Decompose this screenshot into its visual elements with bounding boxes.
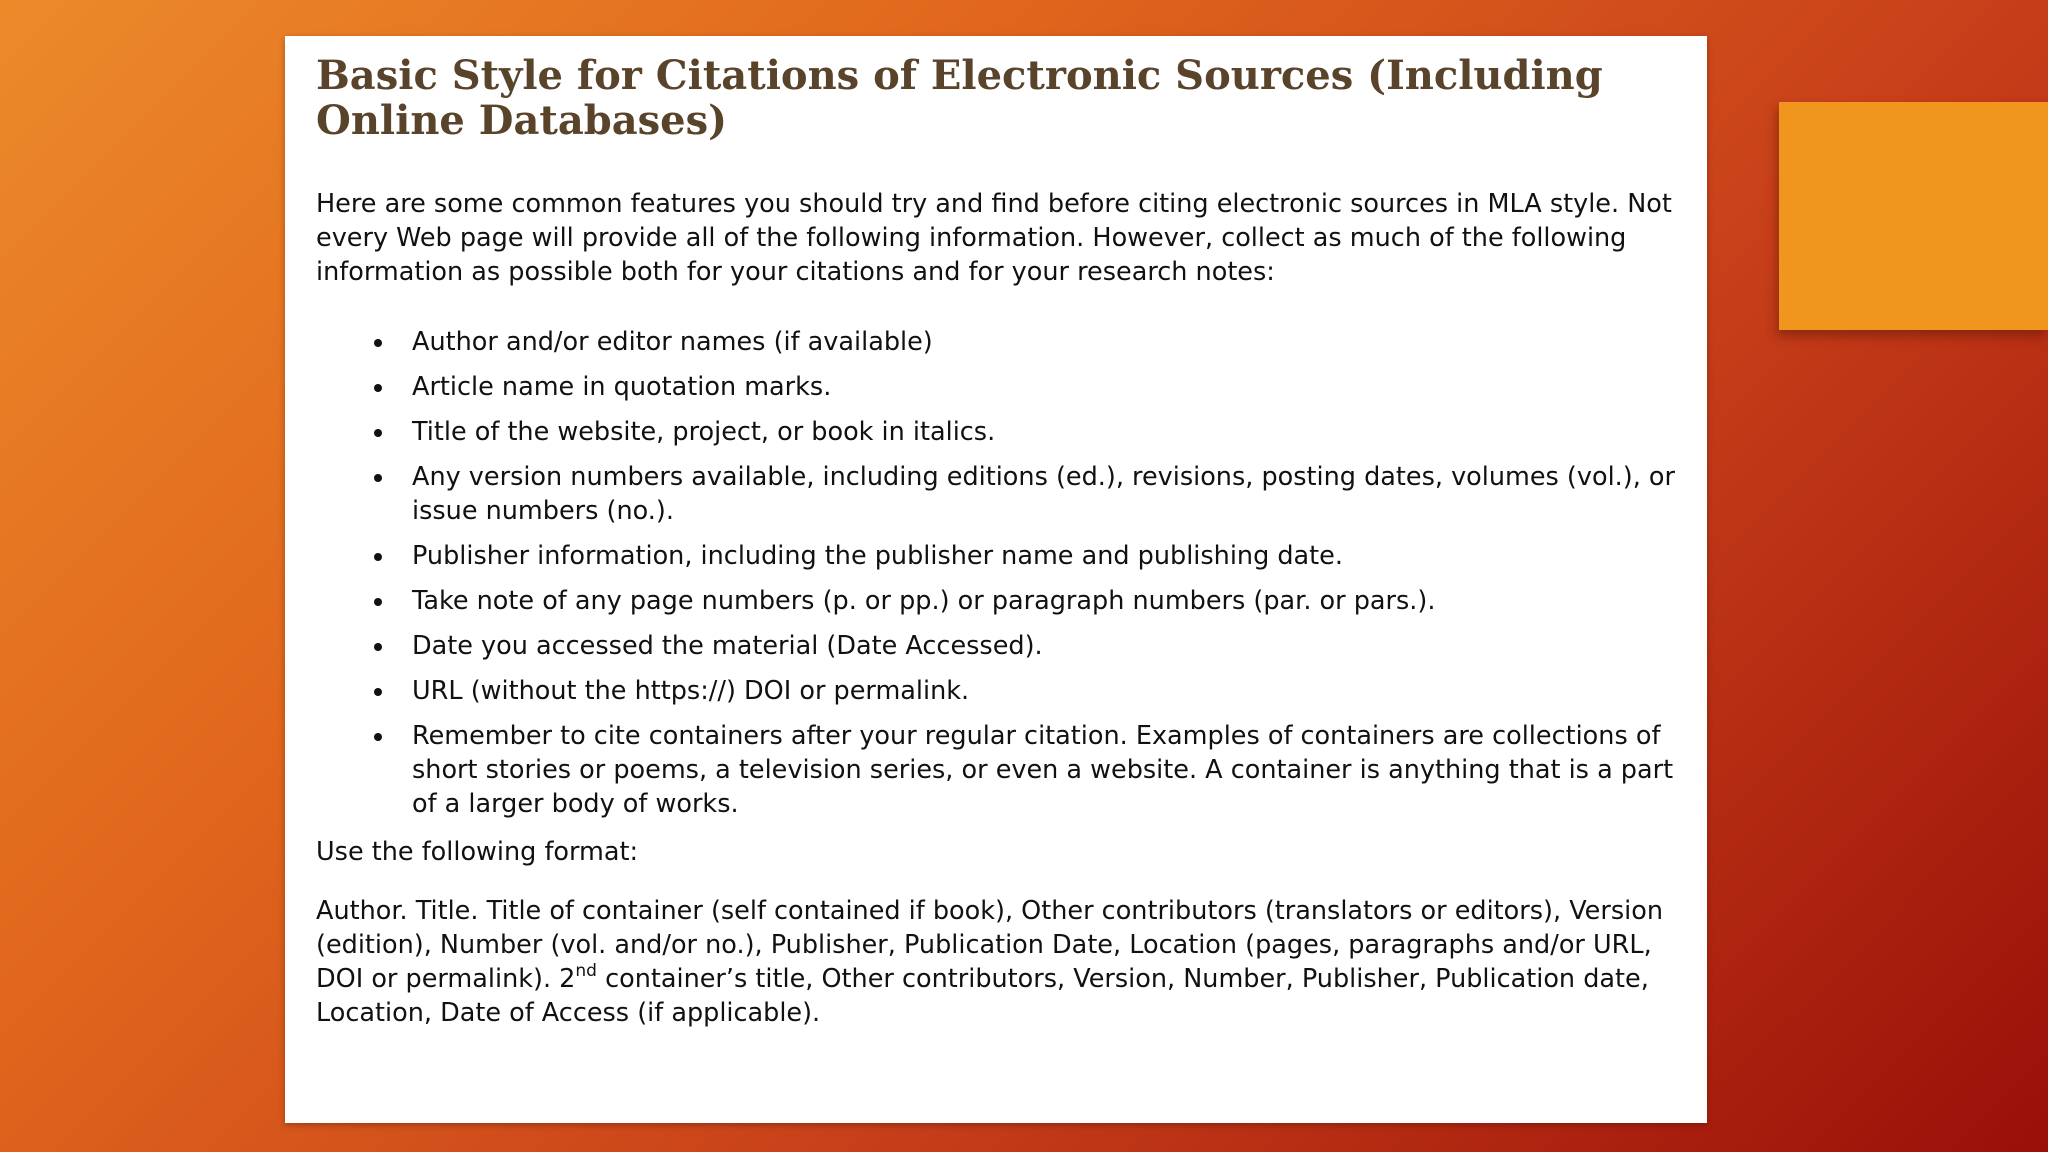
feature-list	[316, 325, 1691, 821]
list-item	[316, 460, 1691, 528]
list-item-text: Any version numbers available, including editions (ed.), revisions, posting dates, volumes (vol.), or issue numbers (no.).	[412, 462, 1676, 526]
intro-paragraph: Here are some common features you should try and find before citing electronic sources in MLA style. Not every Web page will provide all of the following information. However, collect as much of the following information as possible both for your citations and for your research notes:	[316, 189, 1672, 287]
list-item-text: Date you accessed the material (Date Accessed).	[412, 631, 1043, 661]
list-item-text: Take note of any page numbers (p. or pp.) or paragraph numbers (par. or pars.).	[412, 586, 1436, 616]
bullet-icon	[374, 384, 382, 392]
list-item	[316, 325, 1691, 359]
format-superscript: nd	[575, 961, 597, 981]
list-item	[316, 674, 1691, 708]
list-item	[316, 415, 1691, 449]
document-card	[285, 36, 1707, 1123]
list-item	[316, 539, 1691, 573]
bullet-icon	[374, 688, 382, 696]
format-text-part1: Author. Title. Title of container (self contained if book), Other contributors (translators or editors), Version (edition), Number (vol. and/or no.), Publisher, Publication Date, Location (pages, paragraphs and/or URL, DOI or permalink). 2	[316, 896, 1663, 994]
list-item	[316, 584, 1691, 618]
list-item	[316, 629, 1691, 663]
bullet-icon	[374, 429, 382, 437]
list-item	[316, 370, 1691, 404]
bullet-icon	[374, 474, 382, 482]
bullet-icon	[374, 598, 382, 606]
bullet-icon	[374, 553, 382, 561]
list-item-text: Remember to cite containers after your regular citation. Examples of containers are collections of short stories or poems, a television series, or even a website. A container is anything that is a part of a larger body of works.	[412, 721, 1674, 819]
accent-box	[1779, 102, 2048, 330]
list-item-text: Title of the website, project, or book in italics.	[412, 417, 996, 447]
bullet-icon	[374, 643, 382, 651]
list-item	[316, 719, 1691, 821]
format-text-part2: container’s title, Other contributors, Version, Number, Publisher, Publication date, Location, Date of Access (if applicable).	[316, 964, 1649, 1028]
bullet-icon	[374, 339, 382, 347]
list-item-text: Article name in quotation marks.	[412, 372, 832, 402]
list-item-text: Author and/or editor names (if available)	[412, 327, 933, 357]
list-item-text: URL (without the https://) DOI or permalink.	[412, 676, 970, 706]
format-template	[316, 894, 1691, 1030]
document-title: Basic Style for Citations of Electronic Sources (Including Online Databases)	[316, 52, 1603, 144]
list-item-text: Publisher information, including the publisher name and publishing date.	[412, 541, 1343, 571]
format-label: Use the following format:	[316, 837, 639, 867]
bullet-icon	[374, 733, 382, 741]
